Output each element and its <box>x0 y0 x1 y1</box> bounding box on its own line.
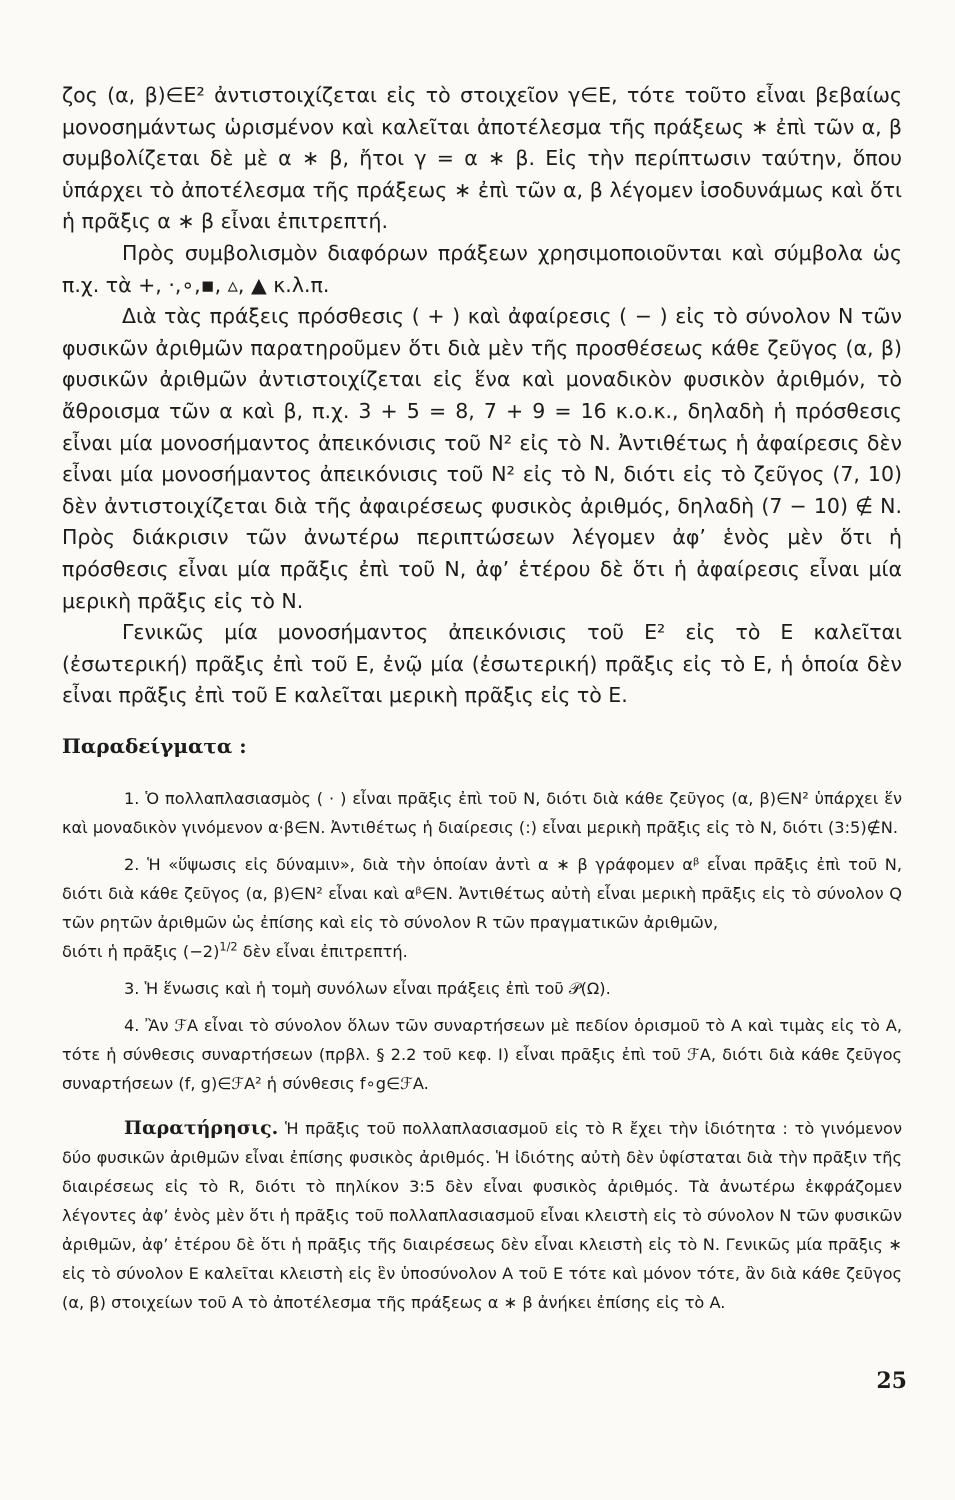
example-2 <box>62 850 902 937</box>
example-3: 3. Ἡ ἕνωσις καὶ ἡ τομὴ συνόλων εἶναι πράξεις ἐπὶ τοῦ 𝒫(Ω). <box>124 978 611 998</box>
remark-paragraph <box>62 1114 902 1317</box>
example-4: 4. Ἂν ℱA εἶναι τὸ σύνολον ὅλων τῶν συναρτήσεων μὲ πεδίον ὁρισμοῦ τὸ A καὶ τιμὰς εἰς τὸ A, τότε ἡ σύνθεσις συναρτήσεων (πρβλ. § 2.2 τοῦ κεφ. I) εἶναι πρᾶξις ἐπὶ τοῦ ℱA, διότι διὰ κάθε ζεῦγος συναρτήσεων (f, g)∈ℱA² ἡ σύνθεσις f∘g∈ℱA. <box>62 1015 902 1093</box>
example-2-text: 2. Ἡ «ὕψωσις εἰς δύναμιν», διὰ τὴν ὁποίαν ἀντὶ α ∗ β γράφομεν αᵝ εἶναι πρᾶξις ἐπὶ τοῦ N, διότι διὰ κάθε ζεῦγος (α, β)∈N² εἶναι καὶ αᵝ∈N. Ἀντιθέτως αὐτὴ εἶναι μερικὴ πρᾶξις εἰς τὸ σύνολον Q τῶν ρητῶν ἀριθμῶν ὡς ἐπίσης καὶ εἰς τὸ σύνολον R τῶν πραγματικῶν ἀριθμῶν, <box>62 854 902 932</box>
body-text <box>62 80 902 1317</box>
example-2-text-c: δὲν εἶναι ἐπιτρεπτή. <box>237 941 408 961</box>
paragraph-2: Πρὸς συμβολισμὸν διαφόρων πράξεων χρησιμοποιοῦνται καὶ σύμβολα ὡς π.χ. τὰ +, ·,∘,▪, ▵, ▲ κ.λ.π. <box>62 240 902 297</box>
example-2-continued <box>62 937 902 966</box>
paragraph-3: Διὰ τὰς πράξεις πρόσθεσις ( + ) καὶ ἀφαίρεσις ( − ) εἰς τὸ σύνολον N τῶν φυσικῶν ἀριθμῶν παρατηροῦμεν ὅτι διὰ μὲν τῆς προσθέσεως κάθε ζεῦγος (α, β) φυσικῶν ἀριθμῶν ἀντιστοιχίζεται εἰς ἕνα καὶ μοναδικὸν φυσικὸν ἀριθμόν, τὸ ἄθροισμα τῶν α καὶ β, π.χ. 3 + 5 = 8, 7 + 9 = 16 κ.ο.κ., δηλαδὴ ἡ πρόσθεσις εἶναι μία μονοσήμαντος ἀπεικόνισις τοῦ N² εἰς τὸ N. Ἀντιθέτως ἡ ἀφαίρεσις δὲν εἶναι μία μονοσήμαντος ἀπεικόνισις τοῦ N² εἰς τὸ N, διότι εἰς τὸ ζεῦγος (7, 10) δὲν ἀντιστοιχίζεται διὰ τῆς ἀφαιρέσεως φυσικὸς ἀριθμός, δηλαδὴ (7 − 10) ∉ N. Πρὸς διάκρισιν τῶν ἀνωτέρω περιπτώσεων λέγομεν ἀφ’ ἑνὸς μὲν ὅτι ἡ πρόσθεσις εἶναι μία πρᾶξις ἐπὶ τοῦ N, ἀφ’ ἑτέρου δὲ ὅτι ἡ ἀφαίρεσις εἶναι μία μερικὴ πρᾶξις εἰς τὸ N. <box>62 304 902 613</box>
paragraph-4: Γενικῶς μία μονοσήμαντος ἀπεικόνισις τοῦ E² εἰς τὸ E καλεῖται (ἐσωτερική) πρᾶξις ἐπὶ τοῦ E, ἐνῷ μία (ἐσωτερική) πρᾶξις εἰς τὸ E, ἡ ὁποία δὲν εἶναι πρᾶξις ἐπὶ τοῦ E καλεῖται μερικὴ πρᾶξις εἰς τὸ E. <box>62 620 902 708</box>
example-2-text-b: διότι ἡ πρᾶξις (−2) <box>62 941 220 961</box>
remark-title: Παρατήρησις. <box>124 1116 279 1139</box>
examples-heading: Παραδείγματα : <box>62 733 247 758</box>
fraction-exponent: 1/2 <box>219 939 238 954</box>
remark-text: Ἡ πρᾶξις τοῦ πολλαπλασιασμοῦ εἰς τὸ R ἔχει τὴν ἰδιότητα : τὸ γινόμενον δύο φυσικῶν ἀριθμῶν εἶναι ἐπίσης φυσικὸς ἀριθμός. Ἡ ἰδιότης αὐτὴ δὲν ὑφίσταται διὰ τὴν πρᾶξιν τῆς διαιρέσεως εἰς τὸ R, διότι τὸ πηλίκον 3:5 δὲν εἶναι φυσικὸς ἀριθμός. Τὰ ἀνωτέρω ἐκφράζομεν λέγοντες ἀφ’ ἑνὸς μὲν ὅτι ἡ πρᾶξις τοῦ πολλαπλασιασμοῦ εἶναι κλειστὴ εἰς τὸ σύνολον N τῶν φυσικῶν ἀριθμῶν, ἀφ’ ἑτέρου δὲ ὅτι ἡ πρᾶξις τῆς διαιρέσεως δὲν εἶναι κλειστὴ εἰς τὸ N. Γενικῶς μία πρᾶξις ∗ εἰς τὸ σύνολον E καλεῖται κλειστὴ εἰς ἓν ὑποσύνολον A τοῦ E τότε καὶ μόνον τότε, ἂν διὰ κάθε ζεῦγος (α, β) στοιχείων τοῦ A τὸ ἀποτέλεσμα τῆς πράξεως α ∗ β ἀνήκει ἐπίσης εἰς τὸ A. <box>62 1118 902 1312</box>
page-number: 25 <box>876 1368 907 1394</box>
paragraph-1: ζος (α, β)∈E² ἀντιστοιχίζεται εἰς τὸ στοιχεῖον γ∈E, τότε τοῦτο εἶναι βεβαίως μονοσημάντως ὡρισμένον καὶ καλεῖται ἀποτέλεσμα τῆς πράξεως ∗ ἐπὶ τῶν α, β συμβολίζεται δὲ μὲ α ∗ β, ἤτοι γ = α ∗ β. Εἰς τὴν περίπτωσιν ταύτην, ὅπου ὑπάρχει τὸ ἀποτέλεσμα τῆς πράξεως ∗ ἐπὶ τῶν α, β λέγομεν ἰσοδυνάμως καὶ ὅτι ἡ πρᾶξις α ∗ β εἶναι ἐπιτρεπτή. <box>62 83 902 234</box>
example-1: 1. Ὁ πολλαπλασιασμὸς ( · ) εἶναι πρᾶξις ἐπὶ τοῦ N, διότι διὰ κάθε ζεῦγος (α, β)∈N² ὑπάρχει ἕν καὶ μοναδικὸν γινόμενον α·β∈N. Ἀντιθέτως ἡ διαίρεσις (:) εἶναι μερικὴ πρᾶξις εἰς τὸ N, διότι (3:5)∉N. <box>62 788 902 837</box>
